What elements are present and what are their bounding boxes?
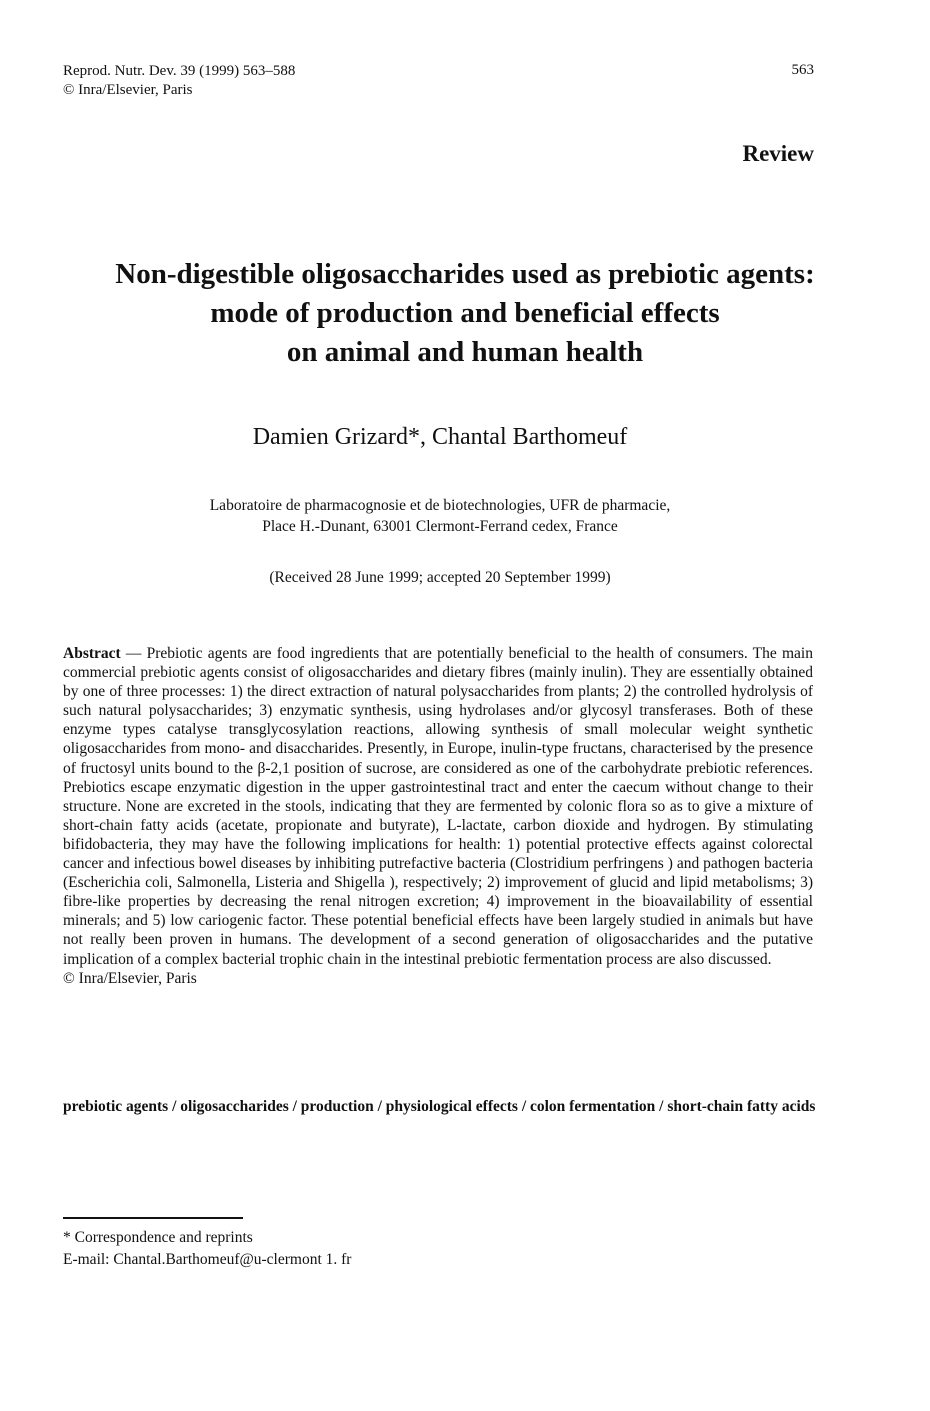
email-address: E-mail: Chantal.Barthomeuf@u-clermont 1. fr [63, 1251, 352, 1268]
running-header [63, 62, 295, 100]
affiliation [0, 495, 880, 537]
publisher-line: © Inra/Elsevier, Paris [63, 82, 193, 98]
affiliation-line-1: Laboratoire de pharmacognosie et de biotechnologies, UFR de pharmacie, [209, 497, 671, 514]
title-line-2: mode of production and beneficial effects [210, 297, 720, 329]
section-label: Review [742, 141, 814, 166]
affiliation-line-2: Place H.-Dunant, 63001 Clermont-Ferrand cedex, France [262, 518, 618, 535]
correspondence-note: * Correspondence and reprints [63, 1229, 253, 1246]
authors: Damien Grizard*, Chantal Barthomeuf [252, 424, 628, 450]
received-dates: (Received 28 June 1999; accepted 20 September 1999) [269, 569, 611, 586]
footnote-rule [63, 1217, 243, 1219]
paper-title [40, 255, 890, 372]
abstract-text: — Prebiotic agents are food ingredients that are potentially beneficial to the health of consumers. The main commercial prebiotic agents consist of oligosaccharides and dietary fibres (mainly inulin). They are essentially obtained by one of three processes: 1) the direct extraction of natural polysaccharides from plants; 2) the controlled hydrolysis of such natural polysaccharides; 3) enzymatic synthesis, using hydrolases and/or glycosyl transferases. Both of these enzyme types catalyse transglycosylation reactions, allowing synthesis of small molecular weight synthetic oligosaccharides from mono- and disaccharides. Presently, in Europe, inulin-type fructans, characterised by the presence of fructosyl units bound to the β-2,1 position of sucrose, are considered as one of the carbohydrate prebiotic references. Prebiotics escape enzymatic digestion in the upper gastrointestinal tract and enter the caecum without change to their structure. None are excreted in the stools, indicating that they are fermented by colonic flora so as to give a mixture of short-chain fatty acids (acetate, propionate and butyrate), L-lactate, carbon dioxide and hydrogen. By stimulating bifidobacteria, they may have the following implications for health: 1) potential protective effects against colorectal cancer and infectious bowel diseases by inhibiting putrefactive bacteria (Clostridium perfringens ) and pathogen bacteria (Escherichia coli, Salmonella, Listeria and Shigella ), respectively; 2) improvement of glucid and lipid metabolisms; 3) fibre-like properties by decreasing the renal nitrogen excretion; 4) improvement in the bioavailability of essential minerals; and 5) low cariogenic factor. These potential beneficial effects have been largely studied in animals but have not really been proven in humans. The development of a second generation of oligosaccharides and the putative implication of a complex bacterial trophic chain in the intestinal prebiotic fermentation process are also discussed. [63, 645, 813, 968]
title-line-3: on animal and human health [286, 336, 644, 368]
abstract-copyright: © Inra/Elsevier, Paris [63, 969, 197, 987]
page-number: 563 [791, 62, 814, 78]
abstract-label: Abstract [63, 645, 121, 662]
keywords: prebiotic agents / oligosaccharides / production / physiological effects / colon fermentation / short-chain fatty acids [63, 1098, 816, 1115]
title-line-1: Non-digestible oligosaccharides used as prebiotic agents: [115, 258, 815, 290]
journal-citation: Reprod. Nutr. Dev. 39 (1999) 563–588 [63, 63, 296, 79]
footnote [63, 1227, 351, 1271]
abstract [63, 644, 813, 988]
